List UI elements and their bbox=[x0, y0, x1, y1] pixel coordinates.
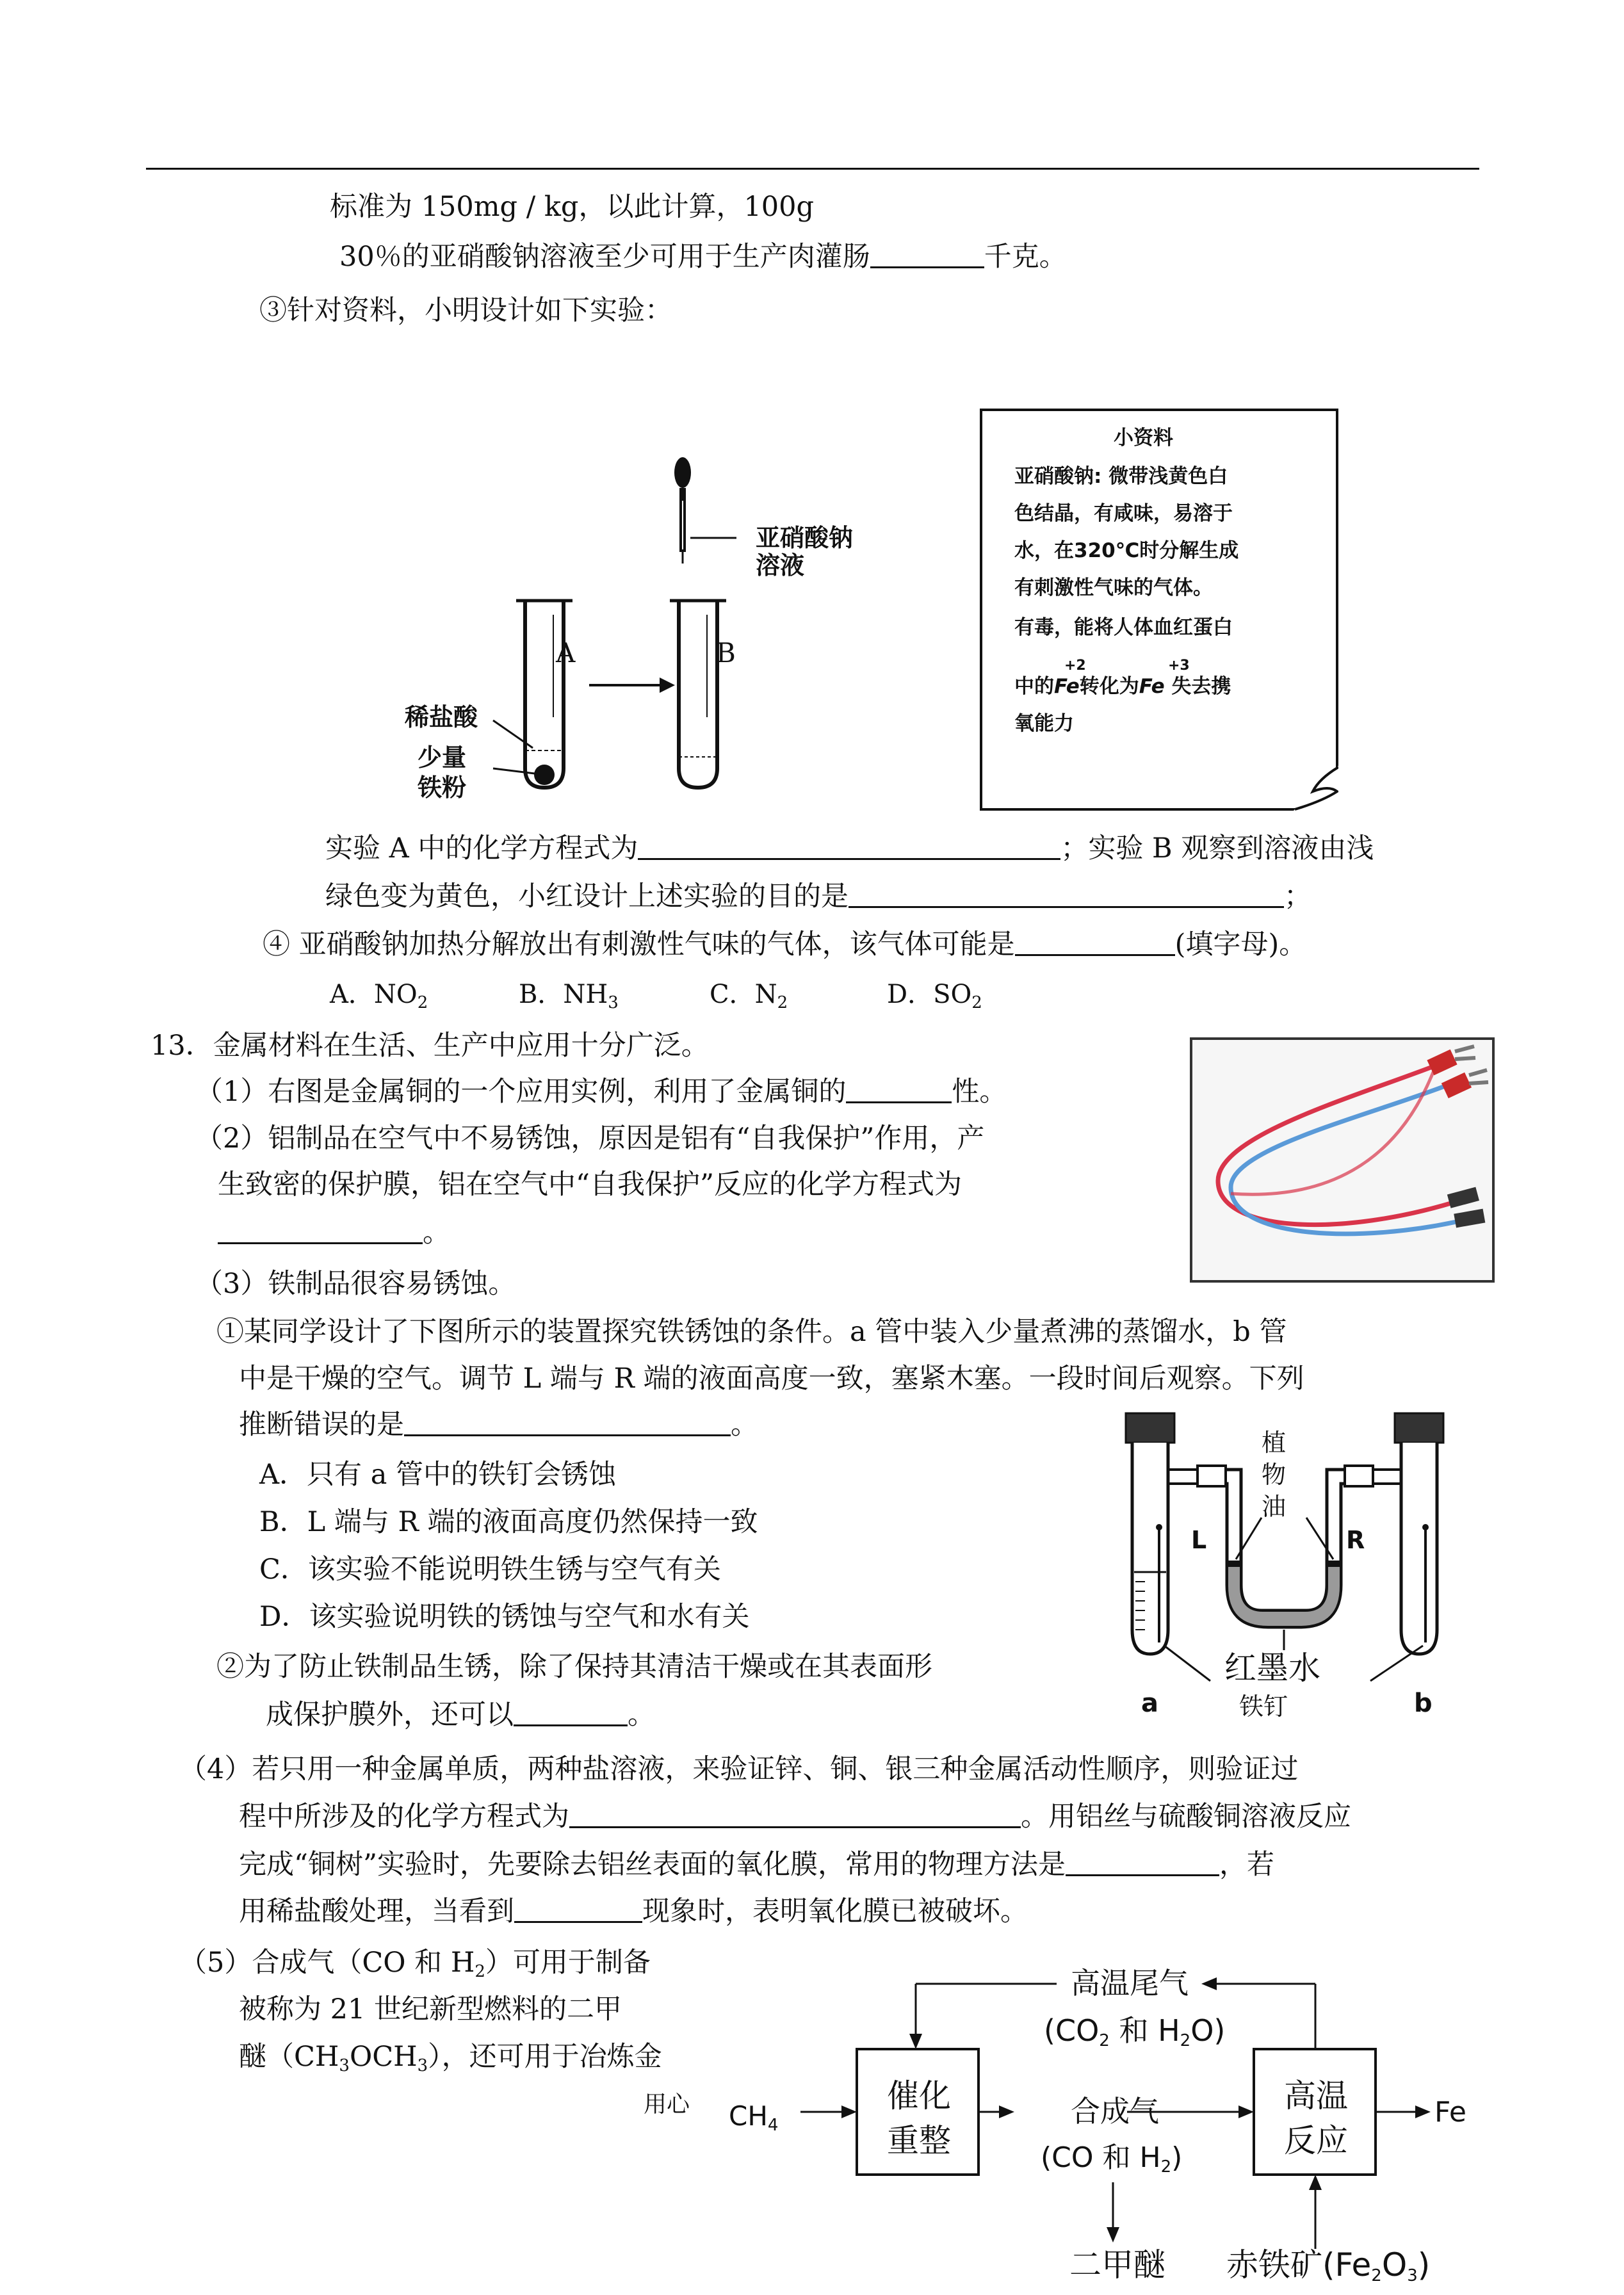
flow-ch4: $CH_4$ bbox=[729, 2100, 779, 2135]
answer-blank-rust-prevention[interactable] bbox=[514, 1703, 628, 1726]
q13-part-4b: 程中所涉及的化学方程式为 。用铝丝与硫酸铜溶液反应 bbox=[239, 1801, 1351, 1833]
note-line-7: 氧能力 bbox=[1014, 712, 1074, 735]
q13-part-2c: 。 bbox=[218, 1217, 450, 1249]
q12-line-3a: ④ 亚硝酸钠加热分解放出有刺激性气味的气体，该气体可能是 bbox=[263, 929, 1015, 961]
q12-line-1b: ；实验 B 观察到溶液由浅 bbox=[1060, 832, 1374, 864]
note-line-1: 亚硝酸钠: 微带浅黄色白 bbox=[1014, 465, 1228, 488]
q13-part-3: （3）铁制品很容易锈蚀。 bbox=[195, 1268, 516, 1300]
label-tube-b: B bbox=[716, 637, 736, 669]
q13-option-d: D．该实验说明铁的锈蚀与空气和水有关 bbox=[259, 1601, 750, 1633]
top-line-2-unit: 千克。 bbox=[984, 241, 1067, 273]
q13-part-5a: （5）合成气（CO 和 $H_2$）可用于制备 bbox=[179, 1947, 651, 1981]
tube-a bbox=[1126, 1413, 1174, 1654]
top-line-1: 标准为 150mg / kg，以此计算，100g bbox=[330, 191, 815, 223]
header-rule bbox=[146, 168, 1479, 170]
q13-option-a: A．只有 a 管中的铁钉会锈蚀 bbox=[259, 1459, 617, 1491]
q12-line-2b: ； bbox=[1284, 880, 1311, 912]
answer-blank-al-equation[interactable] bbox=[218, 1220, 423, 1244]
q13-heading: 13．金属材料在生活、生产中应用十分广泛。 bbox=[150, 1030, 709, 1062]
flow-hematite: 赤铁矿$(Fe_2O_3)$ bbox=[1226, 2246, 1431, 2285]
label-iron-nail: 铁钉 bbox=[1239, 1692, 1288, 1721]
flow-box1-line1: 催化 bbox=[887, 2077, 951, 2114]
q12-option-d: D．$SO_2$ bbox=[887, 980, 982, 1012]
dropper-icon bbox=[674, 457, 691, 564]
q13-part-3-2b: 成保护膜外，还可以 。 bbox=[266, 1699, 655, 1731]
flow-tail-gas-formula: ($CO_2$ 和 $H_2O$) bbox=[1044, 2013, 1226, 2050]
label-oil-1: 植 bbox=[1262, 1429, 1287, 1457]
q13-part-2a: （2）铝制品在空气中不易锈蚀，原因是铝有“自我保护”作用，产 bbox=[195, 1123, 985, 1155]
q12-line-1a: 实验 A 中的化学方程式为 bbox=[325, 832, 638, 864]
q13-part-5b: 被称为 21 世纪新型燃料的二甲 bbox=[239, 1993, 622, 2025]
q12-line-2a: 绿色变为黄色，小红设计上述实验的目的是 bbox=[325, 880, 849, 912]
flow-box2-line2: 反应 bbox=[1284, 2122, 1348, 2159]
q13-option-c: C．该实验不能说明铁生锈与空气有关 bbox=[259, 1553, 721, 1585]
q12-line-1 bbox=[325, 832, 1374, 864]
answer-blank-physical-method[interactable] bbox=[1066, 1853, 1219, 1876]
note-line-6 bbox=[1014, 674, 1231, 699]
note-line-5: 有毒，能将人体血红蛋白 bbox=[1014, 616, 1233, 639]
q13-part-5d: 用心 bbox=[644, 2091, 690, 2118]
label-iron-powder-1: 少量 bbox=[418, 743, 467, 772]
label-tube-a: A bbox=[556, 637, 576, 669]
q13-part-3-1b: 中是干燥的空气。调节 L 端与 R 端的液面高度一致，塞紧木塞。一段时间后观察。下列 bbox=[239, 1363, 1304, 1395]
q13-part-5c: 醚$(CH_3OCH_3)$，还可用于冶炼金 bbox=[239, 2041, 662, 2075]
note-line-6c: 失去携 bbox=[1164, 675, 1231, 698]
label-iron-powder-2: 铁粉 bbox=[418, 774, 467, 802]
answer-blank-wrong-inference[interactable] bbox=[404, 1413, 731, 1436]
q13-part-4c: 完成“铜树”实验时，先要除去铝丝表面的氧化膜，常用的物理方法是 ，若 bbox=[239, 1849, 1274, 1881]
note-ox-plus2: +2 bbox=[1064, 658, 1086, 674]
q13-part-4d: 用稀盐酸处理，当看到 现象时，表明氧化膜已被破坏。 bbox=[239, 1895, 1028, 1927]
q12-line-3 bbox=[263, 929, 1306, 961]
wire-image bbox=[1192, 1040, 1492, 1280]
label-dropper-solution: 亚硝酸钠 bbox=[756, 524, 854, 552]
note-line-2: 色结晶，有咸味，易溶于 bbox=[1014, 502, 1233, 525]
q13-part-2b: 生致密的保护膜，铝在空气中“自我保护”反应的化学方程式为 bbox=[218, 1169, 962, 1201]
answer-blank-phenomenon[interactable] bbox=[514, 1899, 642, 1923]
label-oil-3: 油 bbox=[1262, 1493, 1287, 1521]
flow-box2-line1: 高温 bbox=[1284, 2077, 1348, 2114]
note-line-6a: 中的 bbox=[1014, 675, 1054, 698]
q12-line-3b: (填字母)。 bbox=[1174, 929, 1307, 961]
q13-part-3-1a: ①某同学设计了下图所示的装置探究铁锈蚀的条件。a 管中装入少量煮沸的蒸馏水，b 管 bbox=[216, 1316, 1287, 1348]
q13-part-4a: （4）若只用一种金属单质，两种盐溶液，来验证锌、铜、银三种金属活动性顺序，则验证过 bbox=[179, 1753, 1299, 1785]
tube-b bbox=[1395, 1413, 1443, 1654]
q12-line-2 bbox=[325, 880, 1311, 912]
q12-option-c: C．$N_2$ bbox=[710, 980, 788, 1012]
note-line-6b: 转化为 bbox=[1079, 675, 1139, 698]
answer-blank-equation-a[interactable] bbox=[638, 836, 1060, 860]
flow-box1-line2: 重整 bbox=[887, 2122, 951, 2159]
flow-syngas-formula: (CO 和 $H_2$) bbox=[1041, 2141, 1183, 2177]
q13-part-3-1c: 推断错误的是 。 bbox=[239, 1409, 758, 1441]
test-tube-b bbox=[670, 601, 726, 788]
flow-syngas: 合成气 bbox=[1071, 2094, 1159, 2129]
label-dropper-solution-2: 溶液 bbox=[756, 551, 805, 580]
label-r-end: R bbox=[1346, 1526, 1365, 1554]
answer-blank-activity-equation[interactable] bbox=[569, 1804, 1021, 1828]
q13-part-1: （1）右图是金属铜的一个应用实例，利用了金属铜的 性。 bbox=[195, 1076, 1007, 1108]
test-tube-a bbox=[516, 601, 572, 788]
note-title: 小资料 bbox=[1114, 426, 1173, 450]
answer-blank-gas[interactable] bbox=[1015, 932, 1175, 956]
label-tube-b-letter: b bbox=[1414, 1689, 1433, 1718]
answer-blank-kg[interactable] bbox=[870, 245, 984, 268]
q12-option-b: B．$NH_3$ bbox=[519, 980, 619, 1012]
info-note-card bbox=[980, 409, 1338, 811]
top-line-2-text: 30％的亚硝酸钠溶液至少可用于生产肉灌肠 bbox=[339, 241, 870, 273]
note-fe-2: Fe bbox=[1054, 675, 1080, 698]
note-line-3: 水，在320℃时分解生成 bbox=[1014, 539, 1239, 562]
note-page-curl bbox=[1294, 766, 1338, 811]
top-line-2 bbox=[339, 241, 1067, 273]
flow-tail-gas: 高温尾气 bbox=[1071, 1966, 1189, 2000]
label-dilute-hcl: 稀盐酸 bbox=[405, 703, 478, 731]
q12-option-a: A．$NO_2$ bbox=[330, 980, 428, 1012]
label-l-end: L bbox=[1191, 1526, 1207, 1554]
answer-blank-purpose[interactable] bbox=[849, 884, 1284, 908]
label-oil-2: 物 bbox=[1262, 1461, 1287, 1489]
note-fe-3: Fe bbox=[1139, 675, 1165, 698]
label-tube-a-letter: a bbox=[1141, 1689, 1158, 1718]
note-ox-plus3: +3 bbox=[1168, 658, 1190, 674]
q13-option-b: B．L 端与 R 端的液面高度仍然保持一致 bbox=[259, 1506, 758, 1538]
note-line-4: 有刺激性气味的气体。 bbox=[1014, 576, 1213, 599]
q13-part-3-2a: ②为了防止铁制品生锈，除了保持其清洁干燥或在其表面形 bbox=[216, 1651, 932, 1683]
top-line-3: ③针对资料，小明设计如下实验： bbox=[259, 295, 672, 327]
answer-blank-copper-property[interactable] bbox=[846, 1080, 952, 1103]
flow-dme-product: 二甲醚 bbox=[1069, 2246, 1165, 2283]
test-tube-figure bbox=[397, 442, 884, 826]
label-red-ink: 红墨水 bbox=[1224, 1650, 1320, 1687]
copper-wire-photo bbox=[1190, 1037, 1495, 1283]
flow-fe-product: Fe bbox=[1434, 2096, 1466, 2129]
